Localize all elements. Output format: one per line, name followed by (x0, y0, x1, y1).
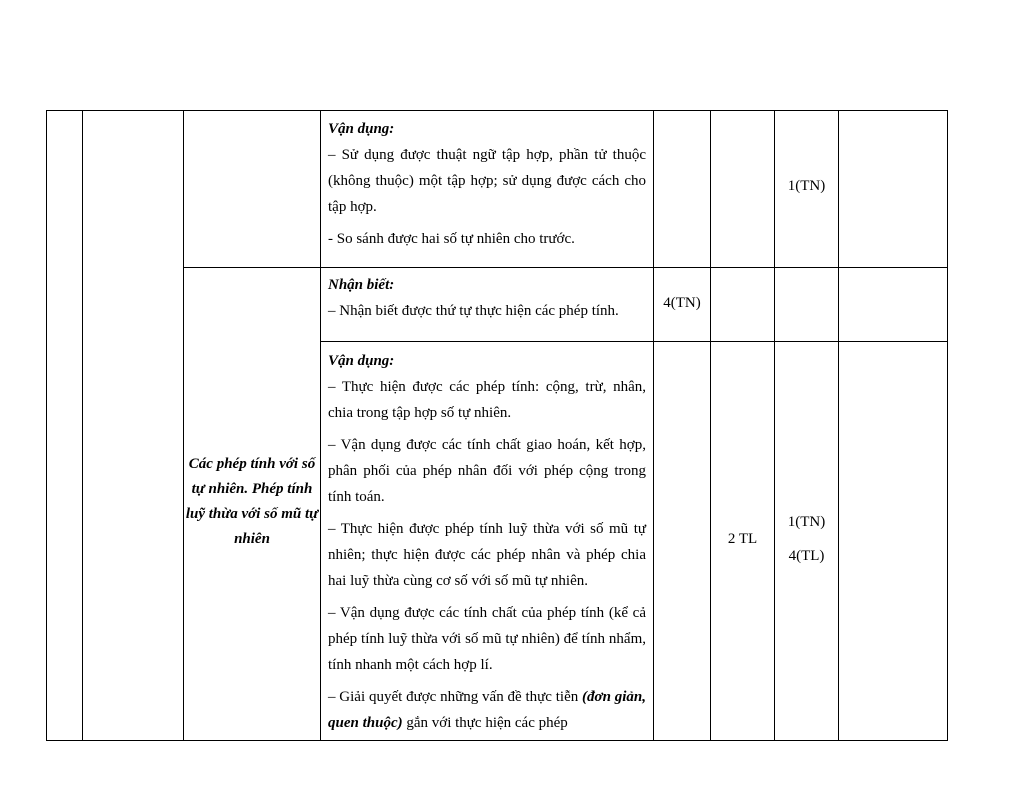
col-divider-2 (183, 110, 184, 741)
topic-cell: Các phép tính với số tự nhiên. Phép tính luỹ thừa với số mũ tự nhiên (185, 456, 319, 547)
count-cell-row-2-col-a: 4(TN) (663, 295, 701, 311)
count-cell-row-1-col-c: 1(TN) (787, 178, 826, 194)
requirement-cell-row-3 (328, 348, 646, 736)
table-bottom-border (46, 740, 948, 741)
row-divider-1 (183, 267, 948, 268)
requirement-item: – Nhận biết được thứ tự thực hiện các phép tính. (328, 303, 619, 319)
count-cell-row-3-col-c: 1(TN) 4(TL) (787, 514, 826, 564)
requirement-item: – Vận dụng được các tính chất của phép tính (kể cả phép tính luỹ thừa với số mũ tự nhiên) để tính nhẩm, tính nhanh một cách hợp lí. (328, 605, 646, 673)
level-label: Nhận biết: (328, 277, 395, 293)
requirement-cell-row-1 (328, 116, 646, 258)
table-top-border (46, 110, 948, 111)
count-cell-row-3-col-b: 2 TL (727, 531, 758, 547)
requirement-item: – Thực hiện được các phép tính: cộng, trừ, nhân, chia trong tập hợp số tự nhiên. (328, 379, 646, 421)
col-divider-6 (774, 110, 775, 741)
requirement-item: – Giải quyết được những vấn đề thực tiễn (đơn giản, quen thuộc) gắn với thực hiện các phép (328, 689, 647, 731)
table-left-border (46, 110, 47, 741)
requirement-item: – Sử dụng được thuật ngữ tập hợp, phần tử thuộc (không thuộc) một tập hợp; sử dụng được cách cho tập hợp. (328, 147, 646, 215)
requirement-item: – Vận dụng được các tính chất giao hoán, kết hợp, phân phối của phép nhân đối với phép cộng trong tính toán. (328, 437, 646, 505)
table-right-border (947, 110, 948, 741)
col-divider-5 (710, 110, 711, 741)
requirement-cell-row-2 (328, 272, 646, 330)
col-divider-1 (82, 110, 83, 741)
col-divider-4 (653, 110, 654, 741)
col-divider-7 (838, 110, 839, 741)
col-divider-3 (320, 110, 321, 741)
requirement-item: - So sánh được hai số tự nhiên cho trước. (328, 231, 575, 247)
level-label: Vận dụng: (328, 353, 395, 369)
level-label: Vận dụng: (328, 121, 395, 137)
row-divider-2 (320, 341, 948, 342)
requirement-item: – Thực hiện được phép tính luỹ thừa với số mũ tự nhiên; thực hiện được các phép nhân và phép chia hai luỹ thừa cùng cơ số với số mũ tự nhiên. (328, 521, 646, 589)
